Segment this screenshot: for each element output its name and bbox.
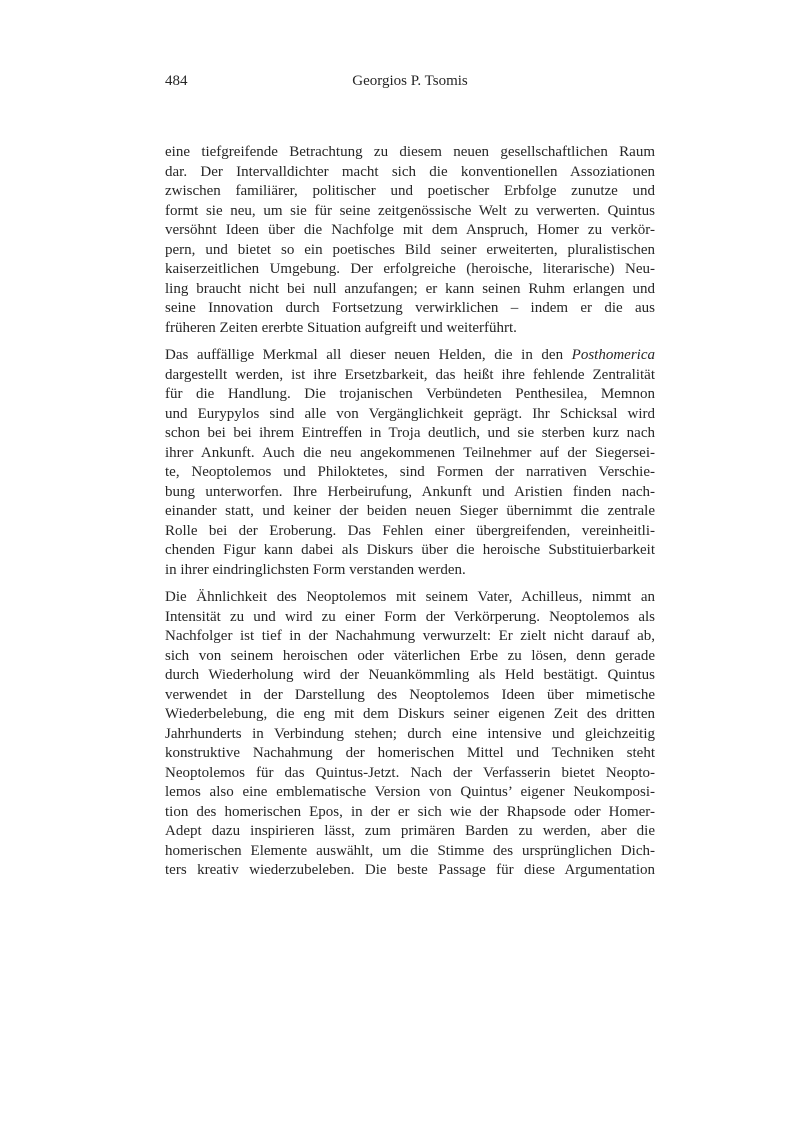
text-line: in ihrer eindringlichsten Form verstanden werden.: [165, 561, 466, 578]
running-head: Georgios P. Tsomis: [352, 73, 468, 89]
text-line: für die Handlung. Die trojanischen Verbündeten Penthesilea, Memnon: [165, 386, 655, 402]
text-line: verwendet in der Darstellung des Neoptolemos Ideen über mimetische: [165, 686, 655, 703]
text-line: tion des homerischen Epos, in der er sich wie der Rhapsode oder Homer-: [165, 803, 655, 820]
text-line: durch Wiederholung wird der Neuankömmling als Held bestätigt. Quintus: [165, 667, 655, 683]
text-line: homerischen Elemente auswählt, um die Stimme des ursprünglichen Dich-: [165, 842, 655, 859]
text-line: te, Neoptolemos und Philoktetes, sind Formen der narrativen Verschie-: [165, 464, 655, 480]
text-line: bung unterworfen. Ihre Herbeirufung, Ankunft und Aristien finden nach-: [165, 483, 655, 500]
page-number: 484: [165, 73, 188, 89]
text-line: Die Ähnlichkeit des Neoptolemos mit seinem Vater, Achilleus, nimmt an: [165, 589, 655, 605]
text-line: chenden Figur kann dabei als Diskurs über die heroische Substituierbarkeit: [165, 542, 655, 558]
text-line: pern, und bietet so ein poetisches Bild seiner erweiterten, pluralistischen: [165, 241, 655, 258]
text-line: Wiederbelebung, die eng mit dem Diskurs seiner eigenen Zeit des dritten: [165, 706, 655, 722]
text-line: Neoptolemos für das Quintus-Jetzt. Nach der Verfasserin bietet Neopto-: [165, 764, 655, 781]
text-line: dargestellt werden, ist ihre Ersetzbarkeit, das heißt ihre fehlende Zentralität: [165, 366, 655, 383]
text-line: und Eurypylos sind alle von Vergänglichkeit geprägt. Ihr Schicksal wird: [165, 405, 655, 422]
text-line: zwischen familiärer, politischer und poetischer Erbfolge zunutze und: [165, 183, 655, 199]
text-line: Nachfolger ist tief in der Nachahmung verwurzelt: Er zielt nicht darauf ab,: [165, 628, 655, 644]
text-line: konstruktive Nachahmung der homerischen Mittel und Techniken steht: [165, 745, 655, 761]
text-line: eine tiefgreifende Betrachtung zu diesem neuen gesellschaftlichen Raum: [165, 144, 655, 160]
italic-term: Posthomerica: [571, 347, 655, 363]
text-line: seine Innovation durch Fortsetzung verwirklichen – indem er die aus: [165, 300, 655, 316]
page-header: [165, 72, 655, 90]
text-line: einander statt, und keiner der beiden neuen Sieger übernimmt die zentrale: [165, 503, 655, 519]
paragraph: [165, 588, 655, 881]
text-line: Das auffällige Merkmal all dieser neuen Helden, die in den Posthomerica: [165, 347, 655, 363]
paragraph: [165, 143, 655, 338]
text-line: versöhnt Ideen über die Nachfolge mit dem Anspruch, Homer zu verkör-: [165, 222, 655, 238]
text-line: Intensität zu und wird zu einer Form der Verkörperung. Neoptolemos als: [165, 608, 655, 625]
text-line: ters kreativ wiederzubeleben. Die beste Passage für diese Argumentation: [165, 862, 655, 878]
text-line: sich von seinem heroischen oder väterlichen Erbe zu lösen, denn gerade: [165, 647, 655, 664]
text-line: Adept dazu inspirieren lässt, zum primären Barden zu werden, aber die: [165, 823, 655, 839]
body-text: [165, 143, 655, 889]
text-line: ling braucht nicht bei null anzufangen; er kann seinen Ruhm erlangen und: [165, 280, 655, 297]
text-line: lemos also eine emblematische Version von Quintus’ eigener Neukomposi-: [165, 784, 655, 800]
paragraph: [165, 346, 655, 580]
text-line: Rolle bei der Eroberung. Das Fehlen einer übergreifenden, vereinheitli-: [165, 522, 655, 539]
text-line: schon bei bei ihrem Eintreffen in Troja deutlich, und sie sterben kurz nach: [165, 425, 655, 441]
text-line: dar. Der Intervalldichter macht sich die konventionellen Assoziationen: [165, 163, 655, 180]
text-line: Jahrhunderts in Verbindung stehen; durch eine intensive und gleichzeitig: [165, 725, 655, 742]
text-line: früheren Zeiten ererbte Situation aufgreift und weiterführt.: [165, 319, 517, 336]
text-line: kaiserzeitlichen Umgebung. Der erfolgreiche (heroische, literarische) Neu-: [165, 261, 655, 277]
text-line: ihrer Ankunft. Auch die neu angekommenen Teilnehmer auf der Siegersei-: [165, 444, 655, 461]
text-line: formt sie neu, um sie für seine zeitgenössische Welt zu verwerten. Quintus: [165, 202, 655, 219]
